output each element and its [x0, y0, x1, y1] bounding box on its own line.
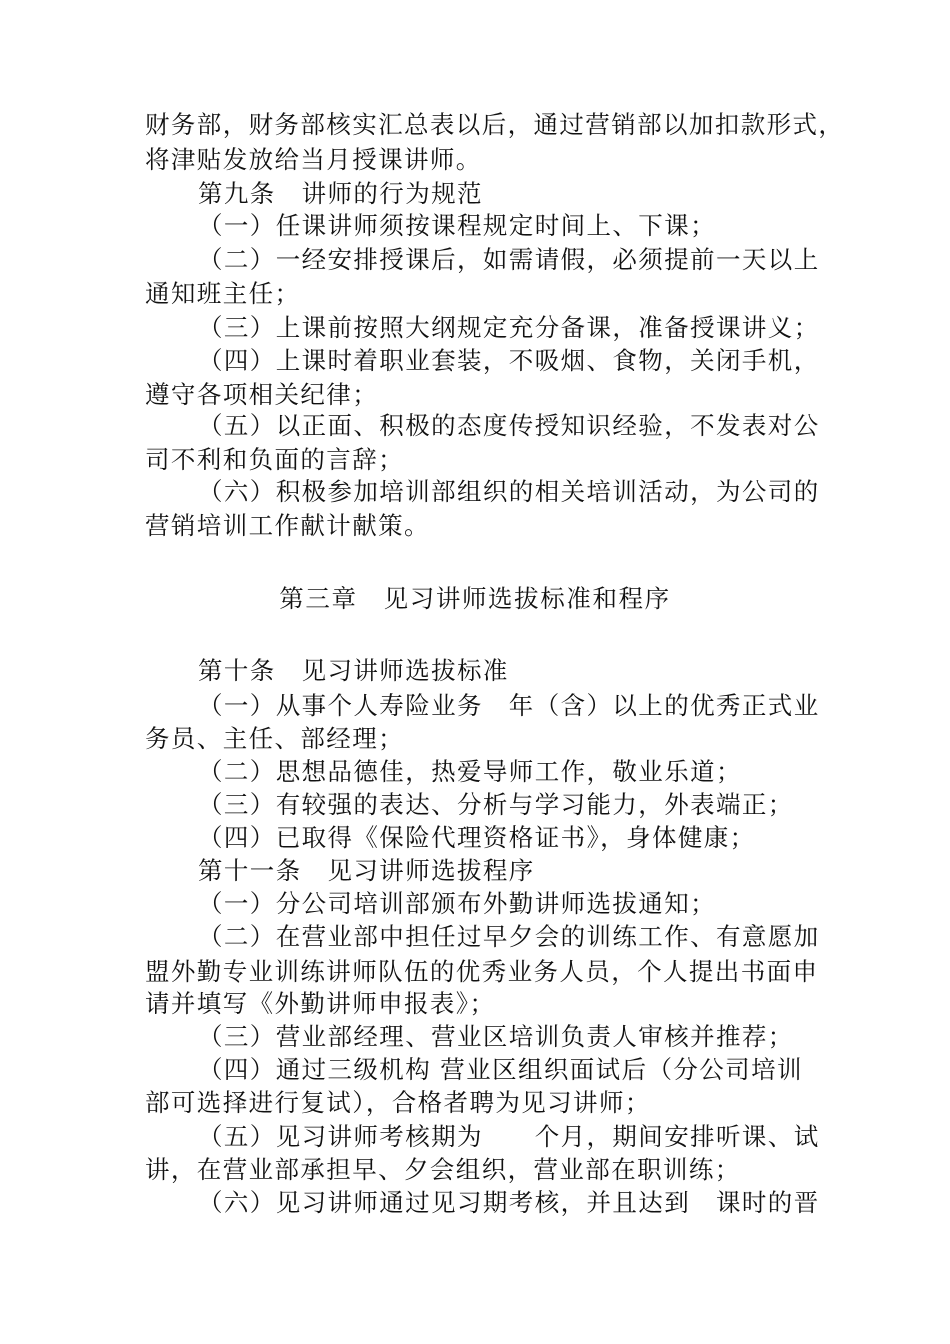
- chapter-3-heading: 第三章 见习讲师选拔标准和程序: [279, 584, 671, 613]
- article-11-title: 第十一条 见习讲师选拔程序: [198, 856, 535, 885]
- paragraph-line: （一）分公司培训部颁布外勤讲师选拔通知；: [198, 889, 716, 918]
- paragraph-line: 司不利和负面的言辞；: [145, 445, 404, 474]
- article-10-title: 第十条 见习讲师选拔标准: [198, 656, 509, 685]
- paragraph-line: 通知班主任；: [145, 279, 301, 308]
- paragraph-line: （二）在营业部中担任过早夕会的训练工作、有意愿加: [198, 922, 820, 951]
- article-9-title: 第九条 讲师的行为规范: [198, 179, 483, 208]
- paragraph-line: （三）营业部经理、营业区培训负责人审核并推荐；: [198, 1022, 794, 1051]
- paragraph-line: （五）以正面、积极的态度传授知识经验，不发表对公: [198, 411, 820, 440]
- paragraph-line: 讲，在营业部承担早、夕会组织，营业部在职训练；: [145, 1155, 741, 1184]
- paragraph-line: 部可选择进行复试），合格者聘为见习讲师；: [145, 1088, 651, 1117]
- paragraph-line: （五）见习讲师考核期为 个月，期间安排听课、试: [198, 1122, 820, 1151]
- paragraph-line: 请并填写《外勤讲师申报表》；: [145, 989, 496, 1018]
- paragraph-line: 将津贴发放给当月授课讲师。: [145, 145, 482, 174]
- paragraph-line: （一）任课讲师须按课程规定时间上、下课；: [198, 211, 716, 240]
- paragraph-line: （一）从事个人寿险业务 年（含）以上的优秀正式业: [198, 691, 820, 720]
- paragraph-line: 盟外勤专业训练讲师队伍的优秀业务人员，个人提出书面申: [145, 957, 819, 986]
- paragraph-line: （二）一经安排授课后，如需请假，必须提前一天以上: [198, 245, 820, 274]
- paragraph-line: （四）上课时着职业套装，不吸烟、食物，关闭手机，: [198, 346, 820, 375]
- paragraph-line: 财务部，财务部核实汇总表以后，通过营销部以加扣款形式，: [145, 110, 845, 139]
- paragraph-line: （六）积极参加培训部组织的相关培训活动，为公司的: [198, 477, 820, 506]
- paragraph-line: （四）已取得《保险代理资格证书》，身体健康；: [198, 823, 756, 852]
- paragraph-line: （三）有较强的表达、分析与学习能力，外表端正；: [198, 790, 794, 819]
- paragraph-line: 务员、主任、部经理；: [145, 724, 404, 753]
- paragraph-line: （三）上课前按照大纲规定充分备课，准备授课讲义；: [198, 313, 820, 342]
- paragraph-line: 营销培训工作献计献策。: [145, 511, 430, 540]
- paragraph-line: （四）通过三级机构 营业区组织面试后（分公司培训: [198, 1055, 803, 1084]
- paragraph-line: 遵守各项相关纪律；: [145, 380, 379, 409]
- paragraph-line: （六）见习讲师通过见习期考核，并且达到 课时的晋: [198, 1188, 820, 1217]
- paragraph-line: （二）思想品德佳，热爱导师工作，敬业乐道；: [198, 757, 742, 786]
